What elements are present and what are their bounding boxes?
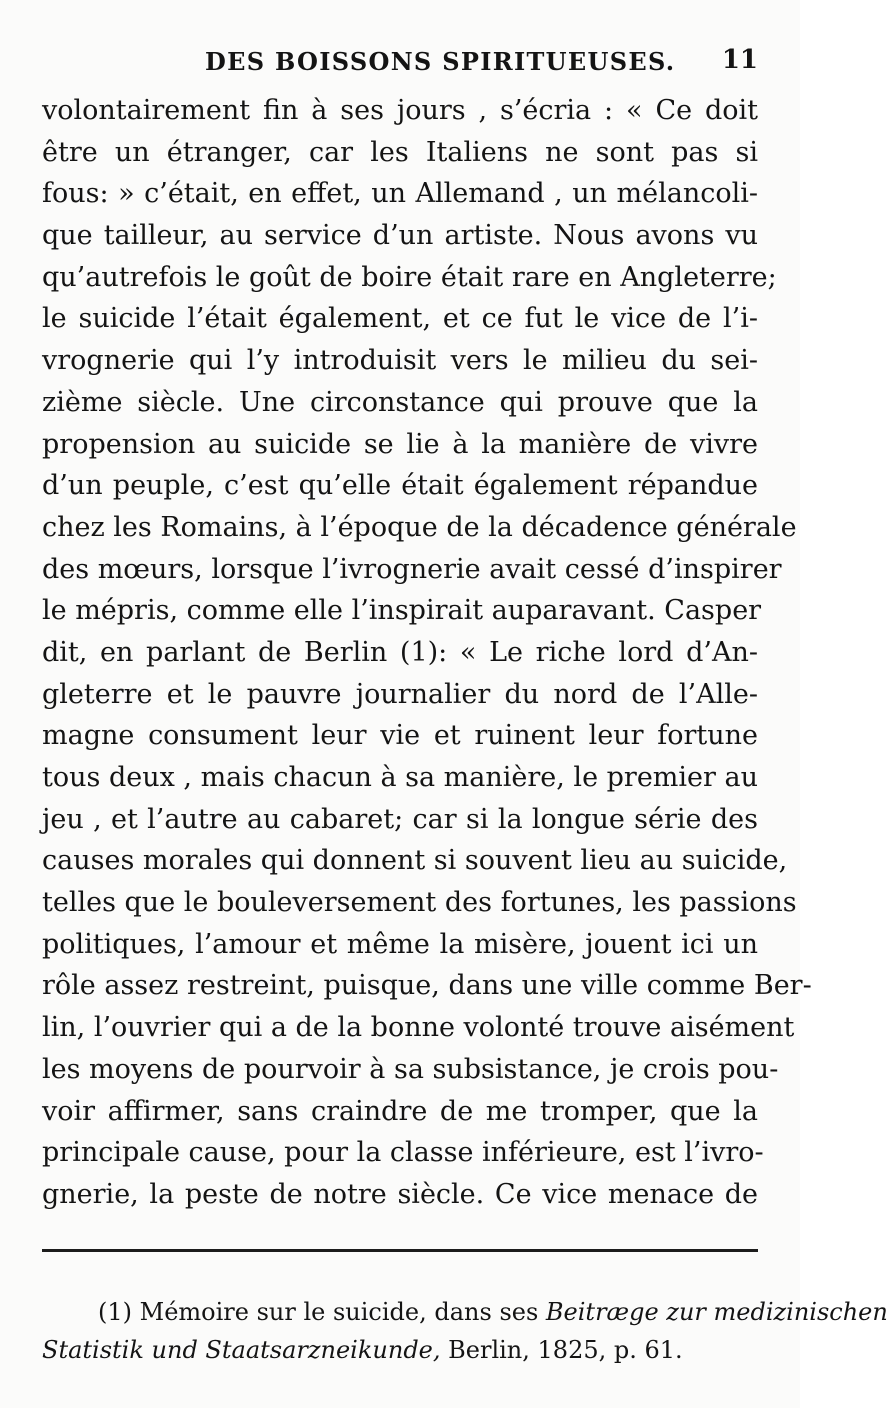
text-line: propension au suicide se lie à la manière de vivre xyxy=(42,428,758,460)
footnote-line xyxy=(42,1331,762,1369)
text-line: vrognerie qui l’y introduisit vers le milieu du sei- xyxy=(42,345,758,377)
text-line: tous deux , mais chacun à sa manière, le premier au xyxy=(42,762,758,793)
text-line: le suicide l’était également, et ce fut le vice de l’i- xyxy=(42,303,758,335)
text-line: politiques, l’amour et même la misère, jouent ici un xyxy=(42,928,758,960)
text-line: lin, l’ouvrier qui a de la bonne volonté trouve aisément xyxy=(42,1012,795,1044)
text-line: gnerie, la peste de notre siècle. Ce vice menace de xyxy=(42,1178,758,1210)
text-line: voir affirmer, sans craindre de me tromper, que la xyxy=(42,1095,758,1127)
text-line: volontairement fin à ses jours , s’écria : « Ce doit xyxy=(42,95,758,126)
footnote-publication-info: Berlin, 1825, p. 61. xyxy=(440,1336,683,1364)
footnote-divider xyxy=(42,1249,758,1252)
text-line: magne consument leur vie et ruinent leur fortune xyxy=(42,720,758,752)
text-line: telles que le bouleversement des fortunes, les passions xyxy=(42,887,797,919)
text-line: fous: » c’était, en effet, un Allemand , un mélancoli- xyxy=(42,178,758,210)
text-line: gleterre et le pauvre journalier du nord de l’Alle- xyxy=(42,678,758,710)
text-line: causes morales qui donnent si souvent lieu au suicide, xyxy=(42,845,788,877)
running-title: DES BOISSONS SPIRITUEUSES. xyxy=(205,47,676,76)
body-text xyxy=(42,90,812,1216)
footnote-journal-title: Beitræge zur medizinischen xyxy=(545,1298,888,1326)
text-line: être un étranger, car les Italiens ne sont pas si xyxy=(42,136,758,168)
text-line: jeu , et l’autre au cabaret; car si la longue série des xyxy=(42,803,758,835)
page-number: 11 xyxy=(721,45,758,75)
running-head xyxy=(0,45,800,81)
text-line: dit, en parlant de Berlin (1): « Le riche lord d’An- xyxy=(42,636,758,668)
text-line: que tailleur, au service d’un artiste. Nous avons vu xyxy=(42,220,758,252)
text-line: des mœurs, lorsque l’ivrognerie avait cessé d’inspirer xyxy=(42,553,782,585)
text-line: qu’autrefois le goût de boire était rare en Angleterre; xyxy=(42,261,777,293)
text-line: zième siècle. Une circonstance qui prouve que la xyxy=(42,386,758,418)
text-line: le mépris, comme elle l’inspirait auparavant. Casper xyxy=(42,595,762,627)
footnote xyxy=(42,1293,888,1369)
text-line: chez les Romains, à l’époque de la décadence générale xyxy=(42,511,797,543)
text-line: d’un peuple, c’est qu’elle était également répandue xyxy=(42,470,758,502)
footnote-line xyxy=(42,1293,888,1331)
text-line: principale cause, pour la classe inférieure, est l’ivro- xyxy=(42,1137,764,1169)
footnote-journal-title-cont: Statistik und Staatsarzneikunde, xyxy=(42,1336,441,1364)
text-line: rôle assez restreint, puisque, dans une ville comme Ber- xyxy=(42,970,812,1002)
text-line: les moyens de pourvoir à sa subsistance, je crois pou- xyxy=(42,1053,779,1085)
footnote-citation-text: (1) Mémoire sur le suicide, dans ses xyxy=(98,1298,546,1326)
